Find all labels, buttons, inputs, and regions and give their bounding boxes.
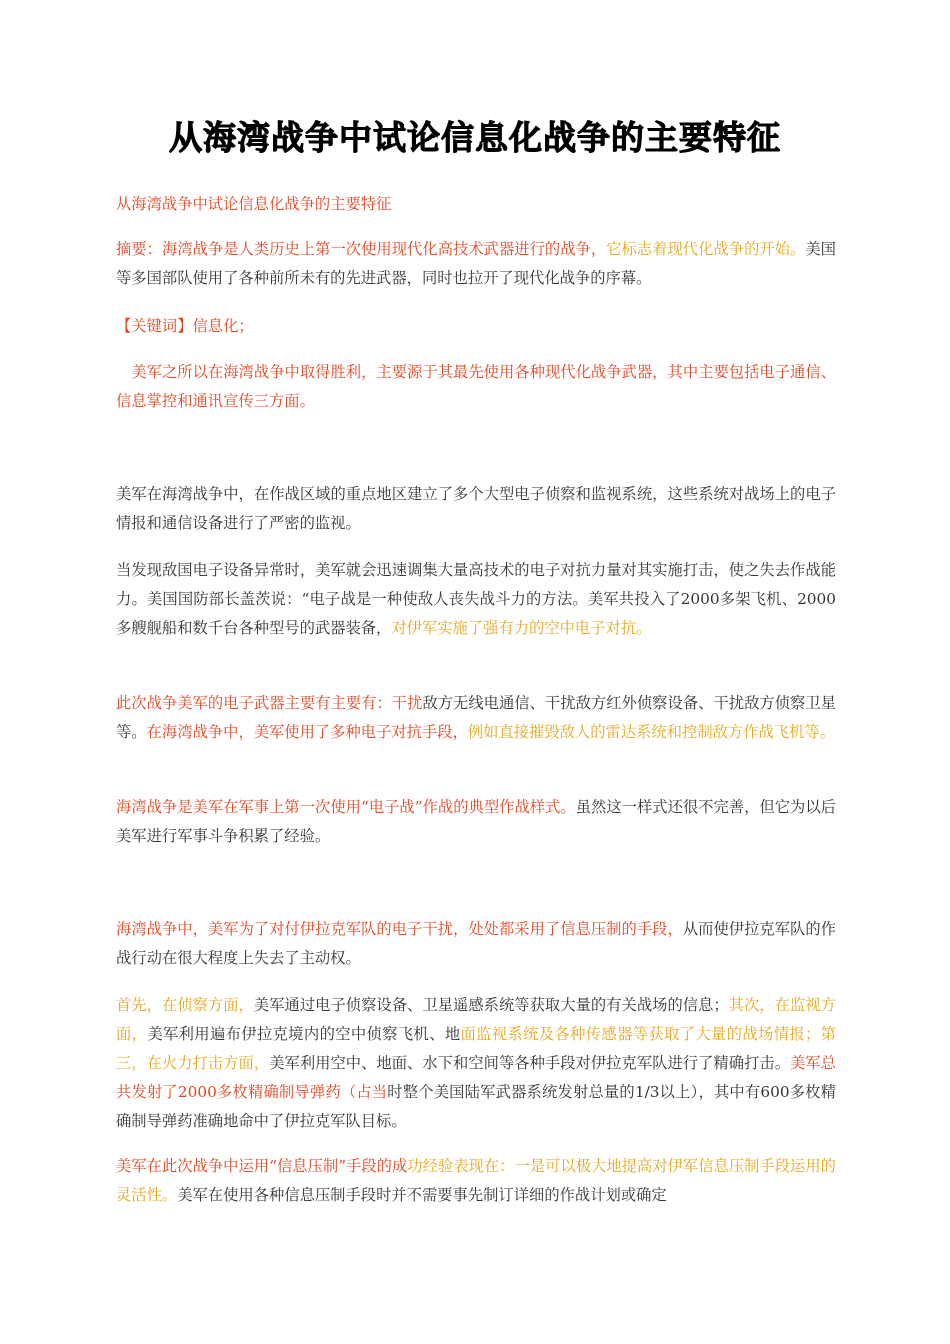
p3-orange-text: 例如直接摧毁敌人的雷达系统和控制敌方作战飞机等。 <box>467 723 835 741</box>
p4-dark-text: 虽然这一样式还很不完善，但它为以后美军进行军事斗争积累了经验。 <box>116 798 836 845</box>
abstract-red-text: 摘要：海湾战争是人类历史上第一次使用现代化高技术武器进行的战争， <box>116 240 607 258</box>
paragraph-4 <box>116 793 836 851</box>
p6-dark-text-1: 美军通过电子侦察设备、卫星遥感系统等获取大量的有关战场的信息； <box>253 996 729 1014</box>
p2-orange-text: 对伊军实施了强有力的空中电子对抗。 <box>391 619 652 637</box>
p6-dark-text-2: 美军利用遍布伊拉克境内的空中侦察飞机、地 <box>147 1025 461 1043</box>
p2-dark-text: 当发现敌国电子设备异常时，美军就会迅速调集大量高技术的电子对抗力量对其实施打击，使之失去作战能力。美国国防部长盖茨说：“电子战是一种使敌人丧失战斗力的方法。美军共投入了2000多架飞机、2000多艘舰船和数千台各种型号的武器装备， <box>116 561 836 637</box>
abstract-orange-text: 它标志着现代化战争的开始。 <box>606 240 806 258</box>
p3-red-text-2: 在海湾战争中，美军使用了多种电子对抗手段， <box>146 723 468 741</box>
paragraph-7 <box>116 1152 836 1210</box>
p6-orange-text-3: 面监视系统及各种传感器等获取了大量的战场情报；第三，在火力打击方面， <box>116 1025 836 1072</box>
p6-orange-text-1: 首先，在侦察方面， <box>116 996 254 1014</box>
p7-orange-text: 功经验表现在：一是可以极大地提高对伊军信息压制手段运用的灵活性。 <box>116 1157 836 1204</box>
intro-paragraph: 美军之所以在海湾战争中取得胜利，主要源于其最先使用各种现代化战争武器，其中主要包括电子通信、信息掌控和通讯宣传三方面。 <box>116 363 836 410</box>
p5-dark-text: 从而使伊拉克军队的作战行动在很大程度上失去了主动权。 <box>116 920 836 967</box>
p6-dark-text-3: 美军利用空中、地面、水下和空间等各种手段对伊拉克军队进行了精确打击。 <box>269 1054 791 1072</box>
paragraph-6 <box>116 991 836 1136</box>
p3-dark-text: 敌方无线电通信、干扰敌方红外侦察设备、干扰敌方侦察卫星等。 <box>116 694 836 741</box>
page-title: 从海湾战争中试论信息化战争的主要特征 <box>169 118 781 157</box>
paragraph-1: 美军在海湾战争中，在作战区域的重点地区建立了多个大型电子侦察和监视系统，这些系统对战场上的电子情报和通信设备进行了严密的监视。 <box>116 485 836 532</box>
abstract-dark-text: 美国等多国部队使用了各种前所未有的先进武器，同时也拉开了现代化战争的序幕。 <box>116 240 836 287</box>
abstract-paragraph <box>116 235 836 293</box>
paragraph-3 <box>116 689 836 747</box>
p7-red-text: 美军在此次战争中运用“信息压制”手段的成 <box>116 1157 408 1175</box>
p4-red-text: 海湾战争是美军在军事上第一次使用“电子战”作战的典型作战样式。 <box>116 798 576 816</box>
p6-dark-text-4: 时整个美国陆军武器系统发射总量的1/3以上），其中有600多枚精确制导弹药准确地命中了伊拉克军队目标。 <box>116 1083 836 1130</box>
p5-red-text: 海湾战争中，美军为了对付伊拉克军队的电子干扰，处处都采用了信息压制的手段， <box>116 920 683 938</box>
p3-red-text-1: 此次战争美军的电子武器主要有主要有：干扰 <box>116 694 423 712</box>
p7-dark-text: 美军在使用各种信息压制手段时并不需要事先制订详细的作战计划或确定 <box>177 1186 667 1204</box>
paragraph-2 <box>116 556 836 643</box>
keywords: 【关键词】信息化； <box>116 317 254 335</box>
p6-orange-text-2: 其次，在监视方面， <box>116 996 836 1043</box>
p6-red-text: 美军总共发射了2000多枚精确制导弹药（占当 <box>116 1054 836 1101</box>
paragraph-5 <box>116 915 836 973</box>
subtitle: 从海湾战争中试论信息化战争的主要特征 <box>116 195 392 213</box>
